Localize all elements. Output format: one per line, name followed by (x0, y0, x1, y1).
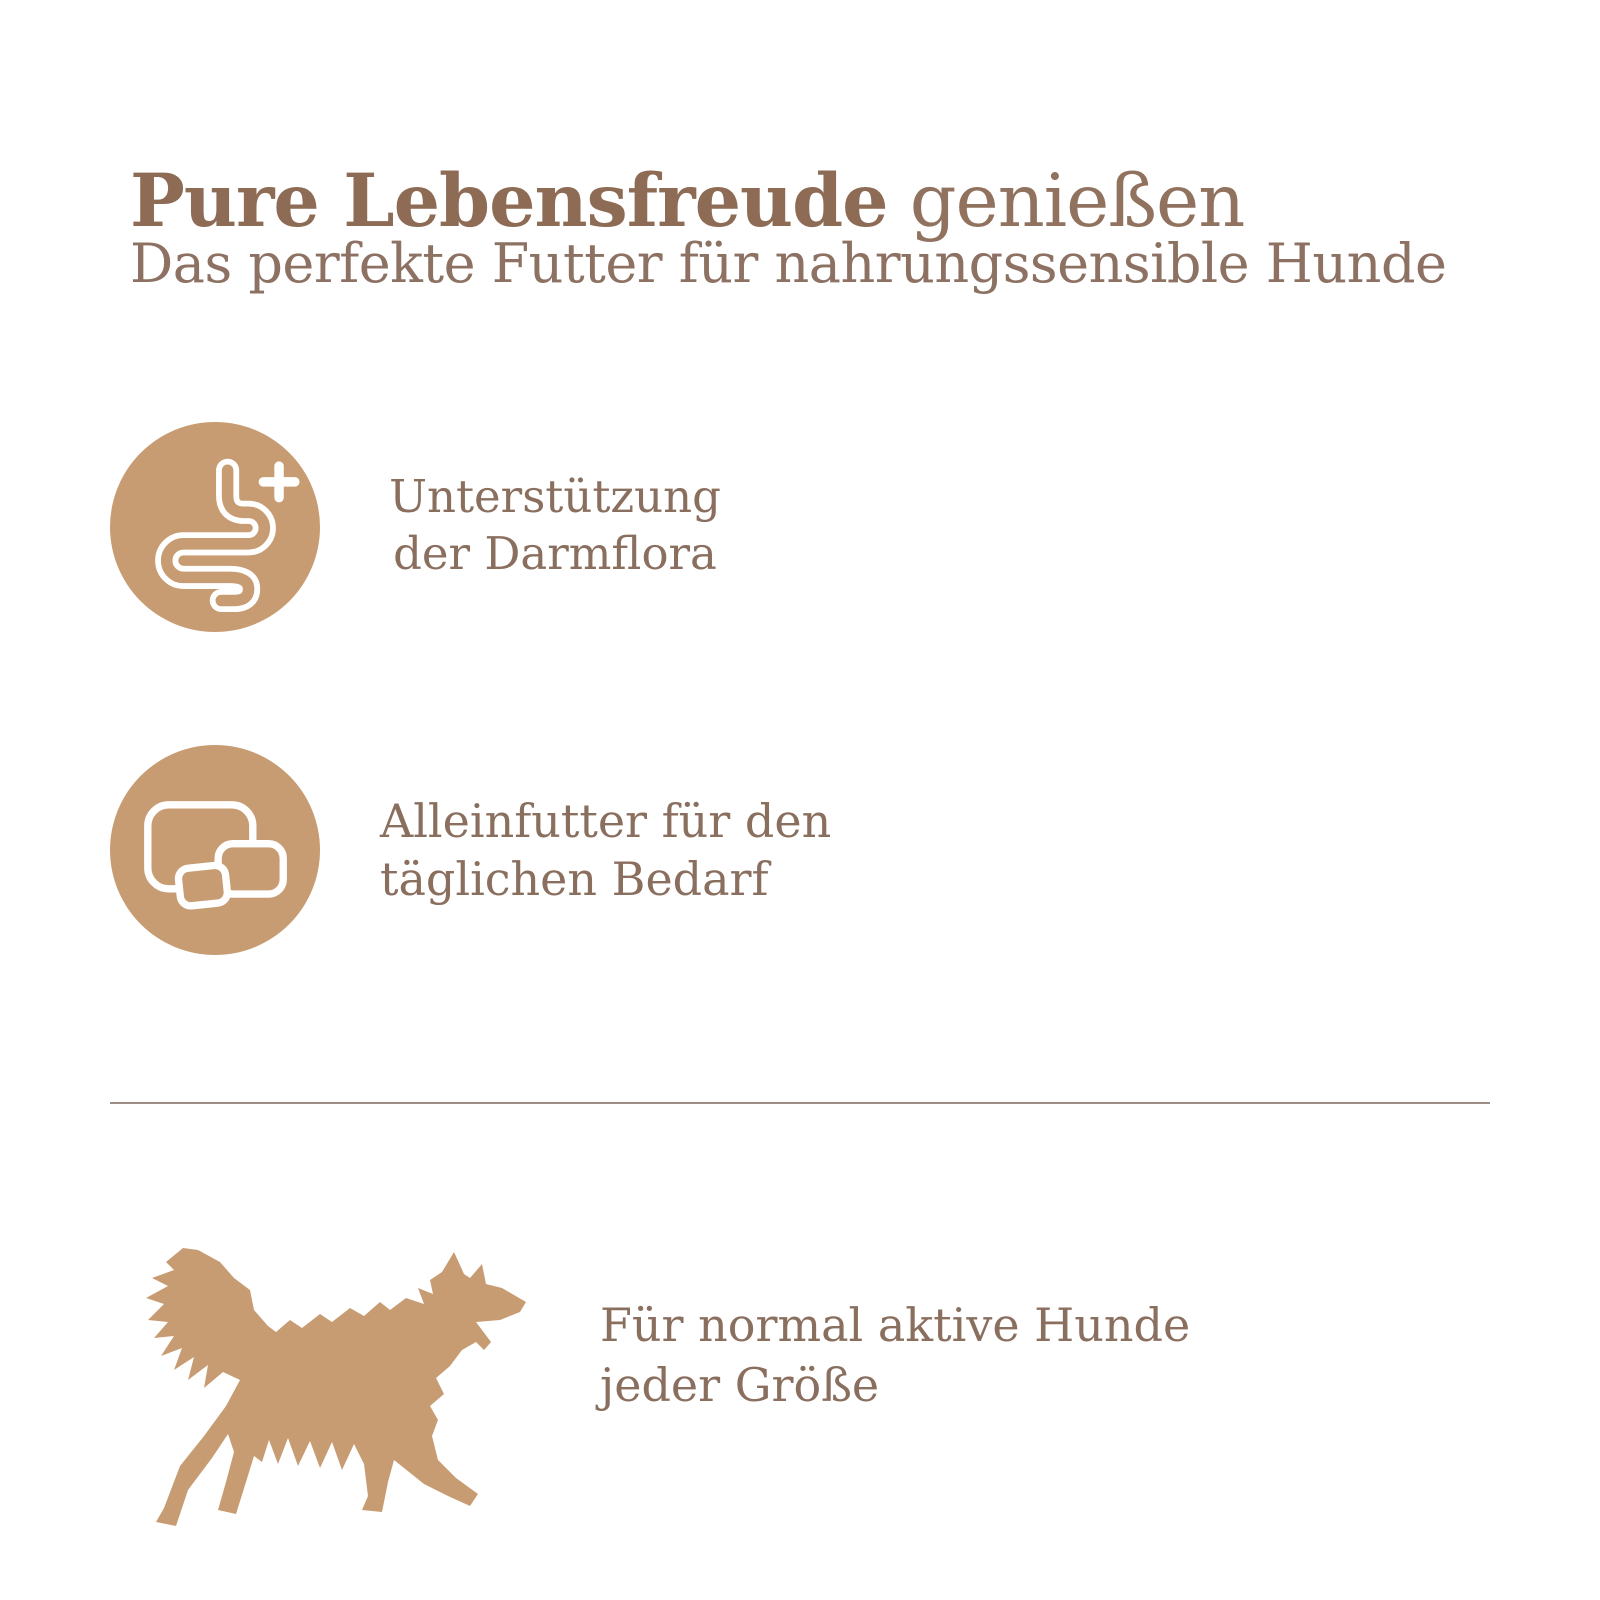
feature-text-line: Unterstützung (389, 470, 721, 523)
feature-circle-complete-feed (110, 745, 320, 955)
feature-text-line: Alleinfutter für den (380, 794, 832, 848)
running-dog-icon (128, 1238, 598, 1538)
page-subtitle: Das perfekte Futter für nahrungssensible Hunde (130, 232, 1447, 295)
page-title (130, 157, 1245, 244)
feature-text-line: jeder Größe (600, 1358, 880, 1412)
page-title-emphasis: Pure Lebensfreude (130, 157, 888, 244)
kibble-sizes-icon (110, 745, 320, 955)
horizontal-divider (110, 1102, 1490, 1104)
feature-text-activity (600, 1295, 1220, 1415)
feature-text-line: der Darmflora (393, 527, 717, 580)
feature-text-line: Für normal aktive Hunde (600, 1298, 1191, 1352)
intestine-plus-icon (110, 422, 320, 632)
feature-text-line: täglichen Bedarf (380, 852, 769, 906)
feature-text-complete-feed (380, 792, 900, 908)
feature-text-gut-flora (360, 468, 750, 582)
feature-circle-gut-flora (110, 422, 320, 632)
page-title-rest: genießen (887, 158, 1245, 244)
